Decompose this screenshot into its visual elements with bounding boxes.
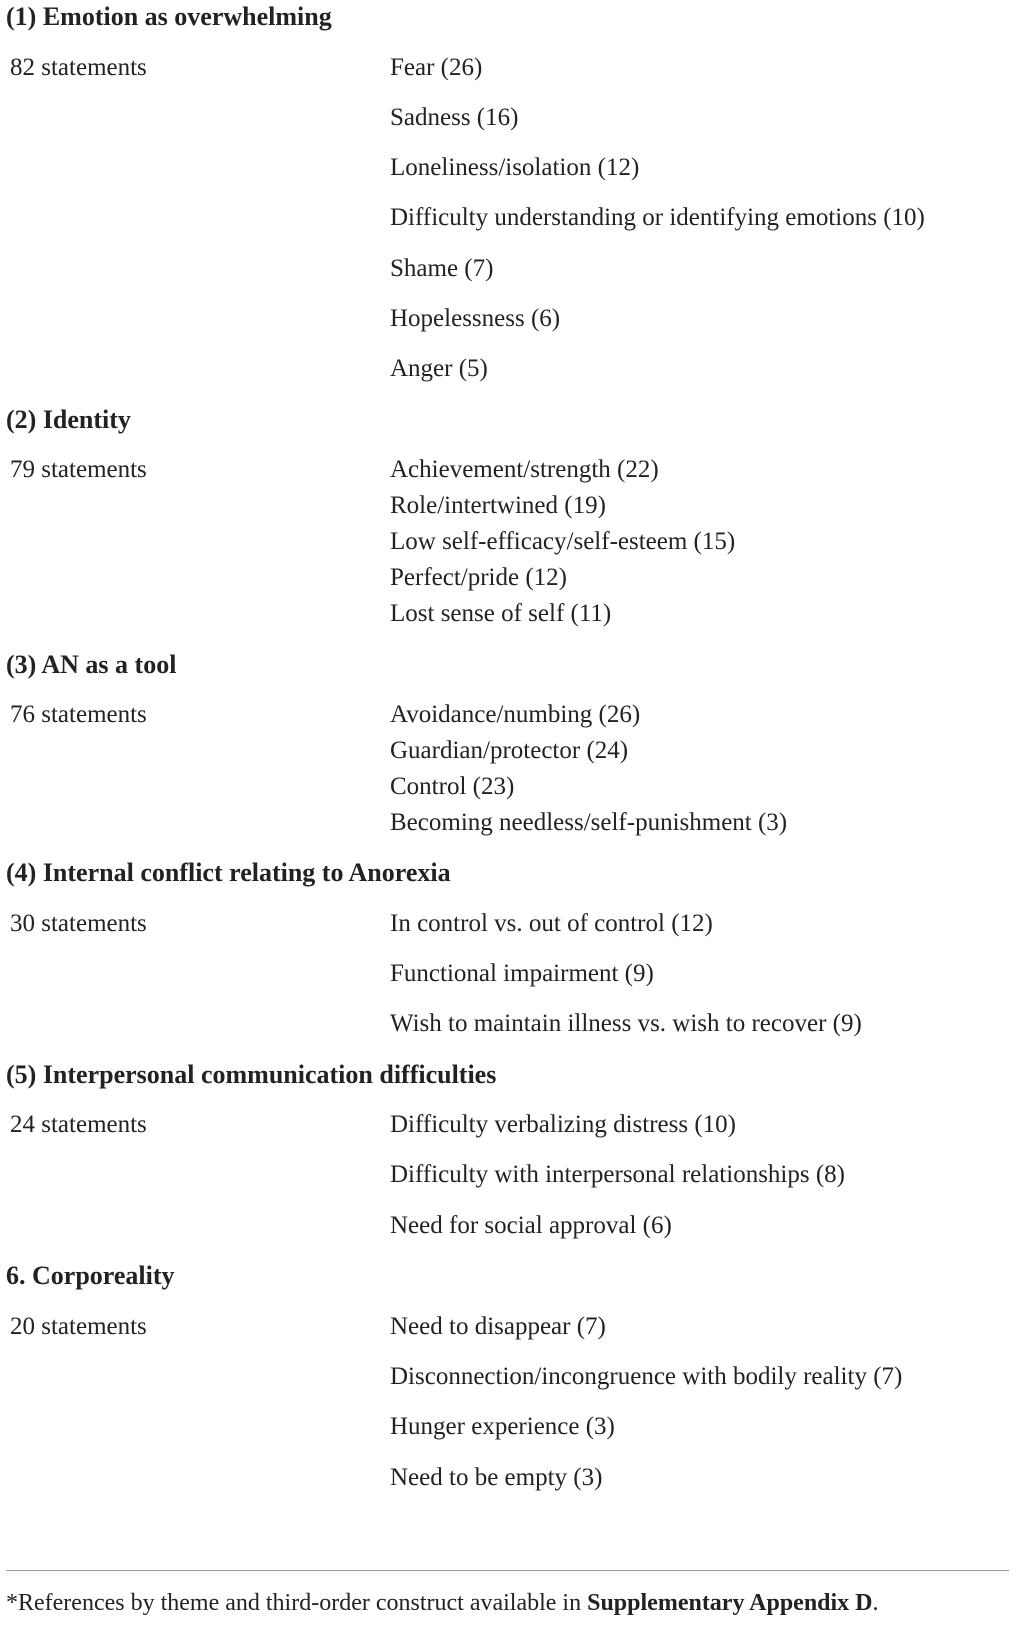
theme-title: (1) Emotion as overwhelming <box>6 2 332 31</box>
subtheme-item: Difficulty with interpersonal relationships (8) <box>390 1161 845 1188</box>
statement-count: 82 statements <box>10 54 147 81</box>
statement-count: 24 statements <box>10 1111 147 1138</box>
theme-title: (4) Internal conflict relating to Anorexia <box>6 858 451 887</box>
subtheme-item: In control vs. out of control (12) <box>390 910 713 937</box>
subtheme-item: Difficulty verbalizing distress (10) <box>390 1111 736 1138</box>
subtheme-item: Hunger experience (3) <box>390 1413 615 1440</box>
footnote-text: *References by theme and third-order construct available in <box>6 1590 588 1616</box>
subtheme-item: Wish to maintain illness vs. wish to recover (9) <box>390 1010 862 1037</box>
statement-count: 30 statements <box>10 910 147 937</box>
statement-count: 79 statements <box>10 456 147 483</box>
statement-count: 76 statements <box>10 701 147 728</box>
subtheme-item: Guardian/protector (24) <box>390 737 629 764</box>
subtheme-item: Need for social approval (6) <box>390 1212 672 1239</box>
subtheme-item: Need to be empty (3) <box>390 1464 603 1491</box>
subtheme-item: Role/intertwined (19) <box>390 492 606 519</box>
theme-title: (5) Interpersonal communication difficulties <box>6 1060 497 1089</box>
subtheme-item: Disconnection/incongruence with bodily reality (7) <box>390 1363 903 1390</box>
subtheme-item: Low self-efficacy/self-esteem (15) <box>390 528 736 555</box>
theme-title: (3) AN as a tool <box>6 650 177 679</box>
footnote-period: . <box>872 1590 879 1616</box>
subtheme-item: Difficulty understanding or identifying emotions (10) <box>390 204 925 231</box>
statement-count: 20 statements <box>10 1313 147 1340</box>
table-footnote <box>6 1588 879 1618</box>
subtheme-item: Lost sense of self (11) <box>390 600 612 627</box>
footnote-divider <box>6 1570 1009 1571</box>
subtheme-item: Fear (26) <box>390 54 483 81</box>
subtheme-item: Need to disappear (7) <box>390 1313 606 1340</box>
subtheme-item: Perfect/pride (12) <box>390 564 568 591</box>
theme-title: (2) Identity <box>6 405 131 434</box>
theme-title: 6. Corporeality <box>6 1261 175 1290</box>
subtheme-item: Becoming needless/self-punishment (3) <box>390 809 788 836</box>
subtheme-item: Functional impairment (9) <box>390 960 654 987</box>
subtheme-item: Anger (5) <box>390 355 488 382</box>
subtheme-item: Hopelessness (6) <box>390 305 561 332</box>
subtheme-item: Avoidance/numbing (26) <box>390 701 641 728</box>
subtheme-item: Control (23) <box>390 773 515 800</box>
subtheme-item: Sadness (16) <box>390 104 519 131</box>
subtheme-item: Achievement/strength (22) <box>390 456 659 483</box>
subtheme-item: Shame (7) <box>390 255 494 282</box>
subtheme-item: Loneliness/isolation (12) <box>390 154 640 181</box>
supplementary-appendix-reference: Supplementary Appendix D <box>587 1590 873 1616</box>
